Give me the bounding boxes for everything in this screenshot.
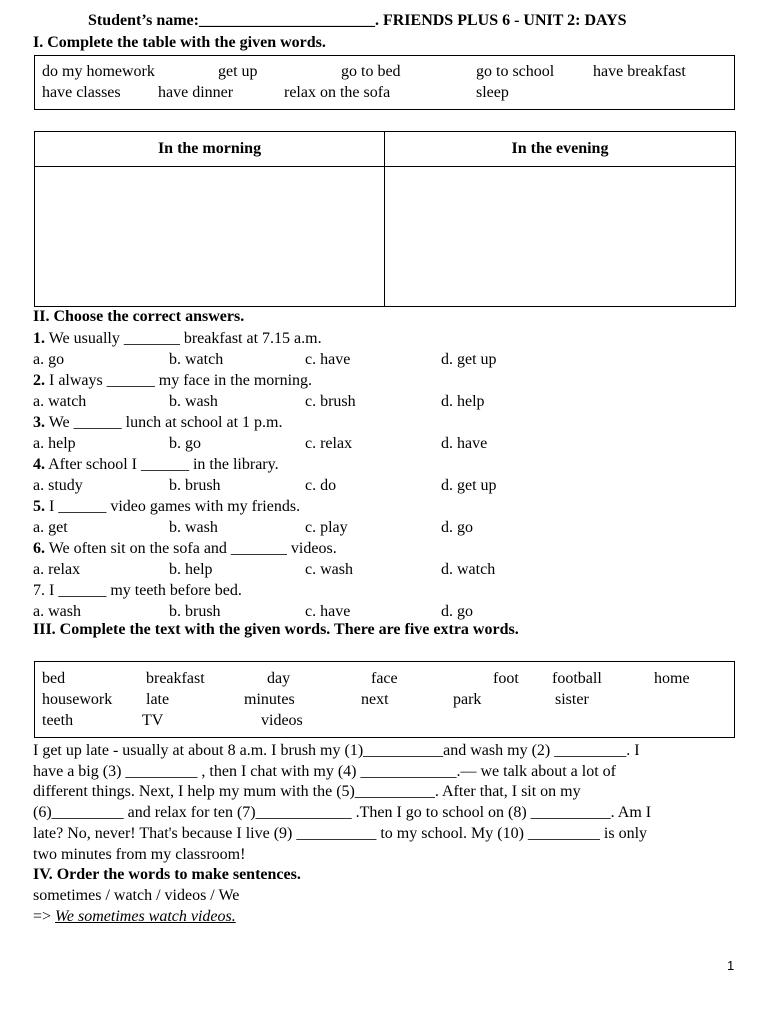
answer-line [33,908,236,926]
option-b[interactable]: b. wash [169,393,218,410]
option-c[interactable]: c. do [305,477,337,494]
question-number: 4. [33,456,45,473]
word-bank-item: foot [493,670,519,687]
table-header-label: In the evening [511,140,609,157]
option-a[interactable]: a. watch [33,393,87,410]
word-bank-item: have breakfast [593,63,686,80]
option-c[interactable]: c. wash [305,561,353,578]
example-answer: We sometimes watch videos. [55,908,236,925]
option-c[interactable]: c. brush [305,393,356,410]
passage-line: (6)_________ and relax for ten (7)____________ .Then I go to school on (8) __________. Am I [33,804,652,821]
word-bank-item: TV [142,712,164,729]
student-name-header: Student’s name:______________________. FRIENDS PLUS 6 - UNIT 2: DAYS [88,12,627,29]
morning-evening-table [34,131,736,307]
table-header-label: In the morning [157,140,262,157]
question-text: We often sit on the sofa and _______ videos. [45,540,337,557]
option-c[interactable]: c. relax [305,435,353,452]
question-4 [33,455,279,476]
option-b[interactable]: b. brush [169,603,221,620]
option-d[interactable]: d. have [441,435,488,452]
scrambled-words: sometimes / watch / videos / We [33,887,240,904]
section-3-title: III. Complete the text with the given words. There are five extra words. [33,621,519,638]
option-b[interactable]: b. watch [169,351,224,368]
word-bank-item: sleep [476,84,509,101]
word-bank-item: have dinner [158,84,234,101]
option-a[interactable]: a. study [33,477,83,494]
option-c[interactable]: c. have [305,351,351,368]
question-number: 6. [33,540,45,557]
word-bank-item: football [552,670,602,687]
option-d[interactable]: d. get up [441,351,497,368]
table-cell-evening[interactable] [385,167,735,306]
option-b[interactable]: b. go [169,435,201,452]
option-d[interactable]: d. get up [441,477,497,494]
option-a[interactable]: a. wash [33,603,81,620]
question-text: I always ______ my face in the morning. [45,372,313,389]
word-bank-1 [34,55,735,110]
option-a[interactable]: a. relax [33,561,81,578]
word-bank-item: teeth [42,712,74,729]
section-2-title: II. Choose the correct answers. [33,308,245,325]
word-bank-item: do my homework [42,63,155,80]
section-4-title: IV. Order the words to make sentences. [33,866,301,883]
passage-line: I get up late - usually at about 8 a.m. I brush my (1)__________and wash my (2) _________. I [33,742,640,759]
passage-line: two minutes from my classroom! [33,846,246,863]
option-d[interactable]: d. go [441,603,473,620]
section-1-title: I. Complete the table with the given words. [33,34,326,51]
question-number: 1. [33,330,45,347]
option-a[interactable]: a. go [33,351,65,368]
option-c[interactable]: c. have [305,603,351,620]
question-text: I ______ video games with my friends. [45,498,301,515]
question-number: 5. [33,498,45,515]
word-bank-item: relax on the sofa [284,84,391,101]
option-b[interactable]: b. wash [169,519,218,536]
word-bank-3 [34,661,735,738]
arrow-icon: => [33,908,56,925]
table-cell-morning[interactable] [35,167,385,306]
question-5 [33,497,300,518]
word-bank-item: minutes [244,691,295,708]
word-bank-item: face [371,670,398,687]
question-text: We ______ lunch at school at 1 p.m. [45,414,283,431]
question-text: 7. I ______ my teeth before bed. [33,582,242,599]
table-header-morning [35,132,385,167]
question-1 [33,329,322,350]
word-bank-item: sister [555,691,589,708]
option-d[interactable]: d. go [441,519,473,536]
page-number: 1 [727,958,735,973]
word-bank-item: get up [218,63,258,80]
word-bank-item: day [267,670,291,687]
passage-line: different things. Next, I help my mum with the (5)__________. After that, I sit on my [33,783,581,800]
word-bank-item: next [361,691,389,708]
option-a[interactable]: a. help [33,435,76,452]
word-bank-item: late [146,691,170,708]
passage-line: late? No, never! That's because I live (9) __________ to my school. My (10) _________ is only [33,825,648,842]
question-7 [33,581,242,602]
question-number: 2. [33,372,45,389]
word-bank-item: have classes [42,84,121,101]
word-bank-item: go to bed [341,63,401,80]
word-bank-item: breakfast [146,670,205,687]
question-6 [33,539,337,560]
question-2 [33,371,312,392]
option-c[interactable]: c. play [305,519,348,536]
question-text: We usually _______ breakfast at 7.15 a.m. [45,330,322,347]
passage-line: have a big (3) _________ , then I chat with my (4) ____________.— we talk about a lot of [33,763,616,780]
word-bank-item: videos [261,712,303,729]
question-text: After school I ______ in the library. [45,456,279,473]
word-bank-item: home [654,670,690,687]
question-number: 3. [33,414,45,431]
word-bank-item: bed [42,670,66,687]
word-bank-item: housework [42,691,113,708]
option-a[interactable]: a. get [33,519,68,536]
table-header-evening [385,132,735,167]
question-3 [33,413,283,434]
option-b[interactable]: b. help [169,561,213,578]
option-d[interactable]: d. watch [441,561,496,578]
option-b[interactable]: b. brush [169,477,221,494]
option-d[interactable]: d. help [441,393,485,410]
word-bank-item: go to school [476,63,555,80]
word-bank-item: park [453,691,482,708]
